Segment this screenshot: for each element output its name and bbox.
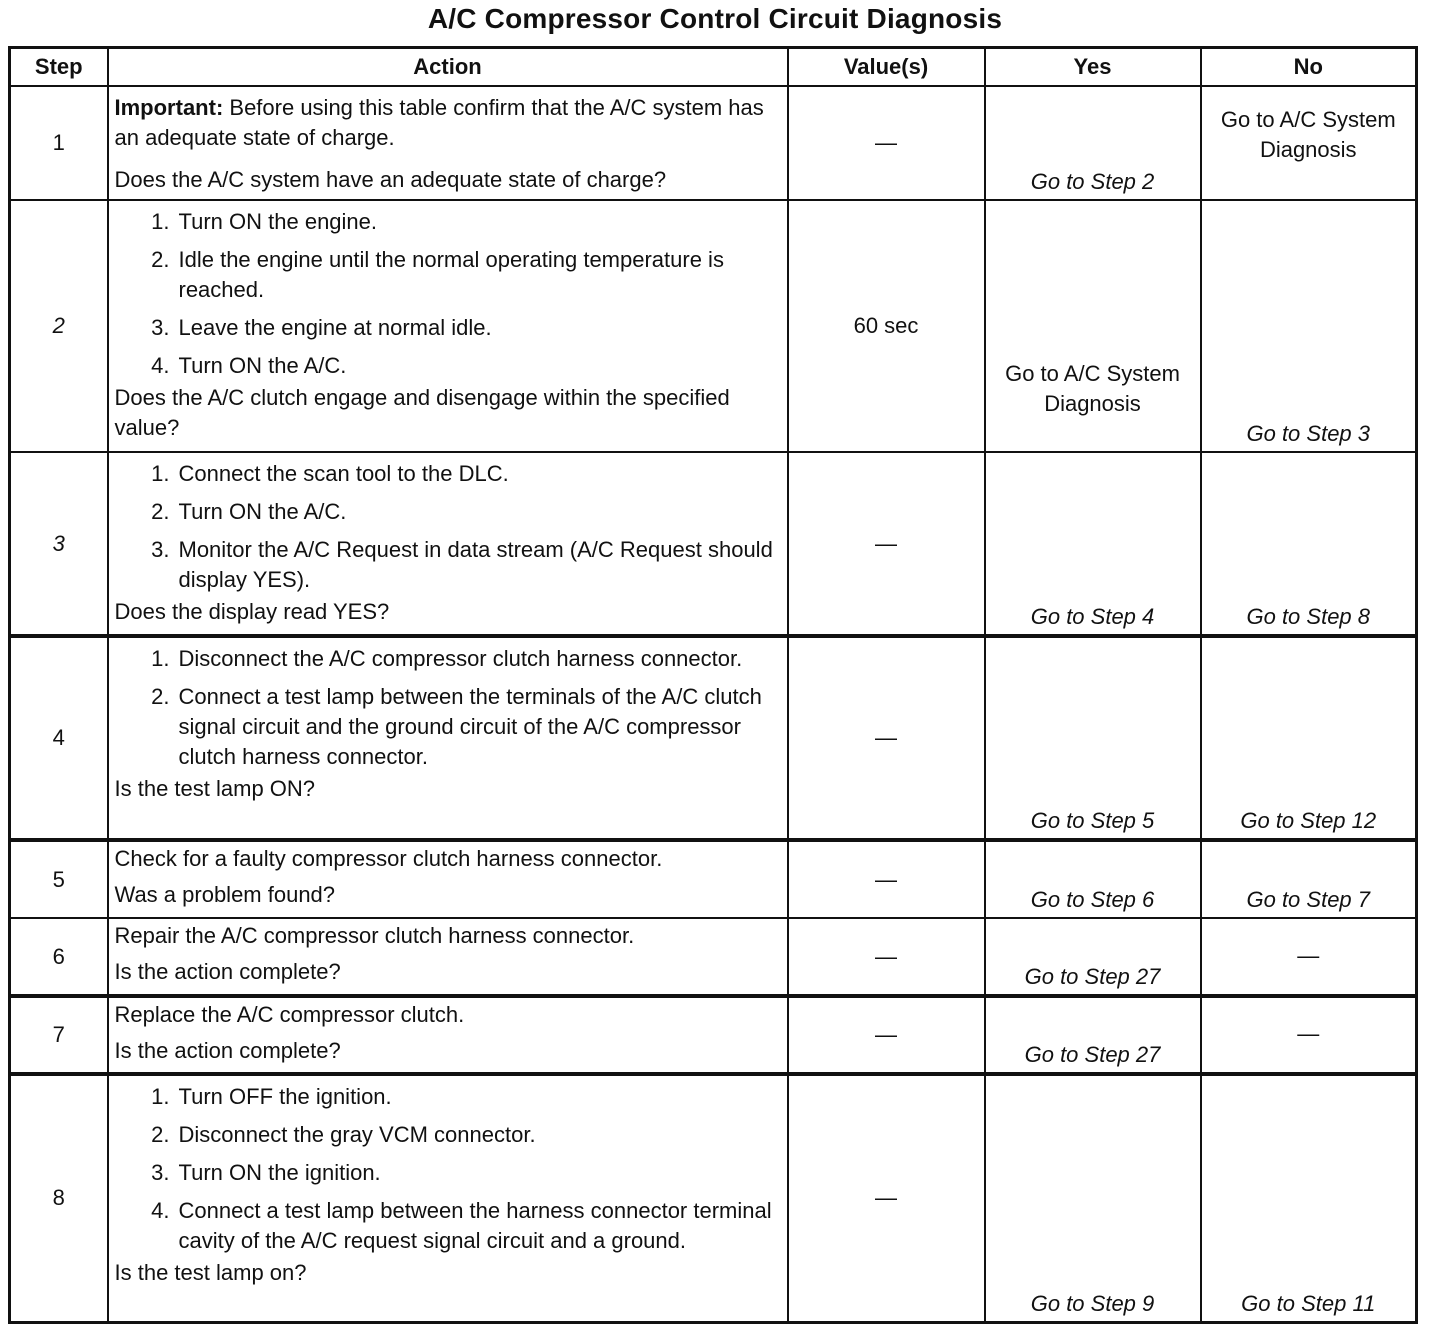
action-cell <box>108 452 788 636</box>
yes-cell <box>985 918 1201 996</box>
important-note <box>115 93 781 153</box>
step-number: 3 <box>10 452 108 636</box>
table-row-step-6 <box>10 918 1417 996</box>
no-cell <box>1201 840 1417 918</box>
action-text: Replace the A/C compressor clutch. <box>114 1002 465 1027</box>
question-text: Is the test lamp on? <box>114 1260 307 1285</box>
page-title: A/C Compressor Control Circuit Diagnosis <box>427 3 1003 34</box>
action-cell <box>108 918 788 996</box>
no-link: Go to Step 3 <box>1246 421 1371 446</box>
list-item: 3. Monitor the A/C Request in data stream (A/C Request should display YES). <box>151 537 773 592</box>
action-cell <box>108 200 788 452</box>
list-item: 2. Connect a test lamp between the terminals of the A/C clutch signal circuit and the ground circuit of the A/C compressor clutch harness connector. <box>151 684 762 769</box>
action-steps <box>115 644 781 772</box>
yes-cell <box>985 840 1201 918</box>
yes-cell <box>985 1074 1201 1322</box>
question-text: Does the display read YES? <box>114 599 390 624</box>
value-cell: — <box>788 996 985 1074</box>
diagnosis-table <box>8 46 1418 1324</box>
value-cell: — <box>788 840 985 918</box>
action-cell <box>108 840 788 918</box>
table-row-step-8 <box>10 1074 1417 1322</box>
no-cell <box>1201 200 1417 452</box>
action-steps <box>115 207 781 381</box>
list-item: 2. Idle the engine until the normal operating temperature is reached. <box>151 247 724 302</box>
important-text: Before using this table confirm that the A/C system has an adequate state of charge. <box>114 95 764 150</box>
list-item: 1. Turn ON the engine. <box>151 209 378 234</box>
no-cell <box>1201 452 1417 636</box>
yes-cell <box>985 200 1201 452</box>
yes-cell <box>985 452 1201 636</box>
no-link: — <box>1297 942 1320 968</box>
yes-link: Go to A/C System Diagnosis <box>1005 361 1180 416</box>
no-cell <box>1201 86 1417 200</box>
no-cell <box>1201 996 1417 1074</box>
list-item: 4. Connect a test lamp between the harness connector terminal cavity of the A/C request signal circuit and a ground. <box>151 1198 772 1253</box>
no-cell <box>1201 636 1417 840</box>
no-link: Go to Step 11 <box>1241 1290 1376 1316</box>
no-link: Go to Step 7 <box>1246 887 1371 912</box>
question-text: Was a problem found? <box>114 882 336 907</box>
action-text: Check for a faulty compressor clutch harness connector. <box>114 846 663 871</box>
yes-link: Go to Step 6 <box>1030 887 1155 912</box>
yes-link: Go to Step 4 <box>1030 604 1155 629</box>
action-cell <box>108 1074 788 1322</box>
yes-cell <box>985 636 1201 840</box>
list-item: 2. Turn ON the A/C. <box>151 499 347 524</box>
value-cell: — <box>788 636 985 840</box>
step-number: 6 <box>10 918 108 996</box>
action-cell <box>108 86 788 200</box>
step-number: 2 <box>10 200 108 452</box>
action-cell <box>108 996 788 1074</box>
table-row-step-1 <box>10 86 1417 200</box>
yes-cell <box>985 996 1201 1074</box>
table-row-step-7 <box>10 996 1417 1074</box>
question-text: Is the test lamp ON? <box>114 776 316 801</box>
list-item: 2. Disconnect the gray VCM connector. <box>151 1122 536 1147</box>
header-row <box>10 48 1417 87</box>
table-row-step-2 <box>10 200 1417 452</box>
list-item: 1. Turn OFF the ignition. <box>151 1084 392 1109</box>
yes-link: Go to Step 9 <box>1030 1290 1155 1316</box>
list-item: 1. Connect the scan tool to the DLC. <box>151 461 509 486</box>
step-number: 8 <box>10 1074 108 1322</box>
no-cell <box>1201 1074 1417 1322</box>
col-header-action: Action <box>108 48 788 87</box>
action-steps <box>115 459 781 595</box>
table-row-step-4 <box>10 636 1417 840</box>
table-row-step-3 <box>10 452 1417 636</box>
value-cell: — <box>788 452 985 636</box>
question-text: Is the action complete? <box>114 1038 341 1063</box>
question-text: Is the action complete? <box>114 959 341 984</box>
col-header-no: No <box>1201 48 1417 87</box>
table-row-step-5 <box>10 840 1417 918</box>
list-item: 3. Leave the engine at normal idle. <box>151 315 492 340</box>
step-number: 7 <box>10 996 108 1074</box>
step-number: 4 <box>10 636 108 840</box>
yes-link: Go to Step 27 <box>1024 1042 1161 1067</box>
no-link: Go to Step 12 <box>1240 808 1377 833</box>
no-cell <box>1201 918 1417 996</box>
value-cell: — <box>788 918 985 996</box>
important-label: Important: <box>114 95 224 120</box>
value-cell: — <box>788 86 985 200</box>
yes-link: Go to Step 27 <box>1024 964 1161 989</box>
action-text: Repair the A/C compressor clutch harness connector. <box>114 923 635 948</box>
no-link: Go to A/C System Diagnosis <box>1220 107 1396 162</box>
no-link: — <box>1297 1021 1320 1046</box>
question-text: Does the A/C system have an adequate state of charge? <box>114 167 667 192</box>
yes-cell <box>985 86 1201 200</box>
question-text: Does the A/C clutch engage and disengage within the specified value? <box>114 385 730 440</box>
yes-link: Go to Step 2 <box>1030 169 1155 194</box>
step-number: 5 <box>10 840 108 918</box>
col-header-step: Step <box>10 48 108 87</box>
step-number: 1 <box>10 86 108 200</box>
list-item: 3. Turn ON the ignition. <box>151 1160 381 1185</box>
action-steps <box>115 1082 781 1256</box>
action-cell <box>108 636 788 840</box>
value-cell: 60 sec <box>788 200 985 452</box>
yes-link: Go to Step 5 <box>1030 808 1155 833</box>
list-item: 4. Turn ON the A/C. <box>151 353 347 378</box>
value-cell: — <box>788 1074 985 1322</box>
col-header-yes: Yes <box>985 48 1201 87</box>
list-item: 1. Disconnect the A/C compressor clutch harness connector. <box>151 646 743 671</box>
col-header-values: Value(s) <box>788 48 985 87</box>
no-link: Go to Step 8 <box>1246 604 1371 629</box>
